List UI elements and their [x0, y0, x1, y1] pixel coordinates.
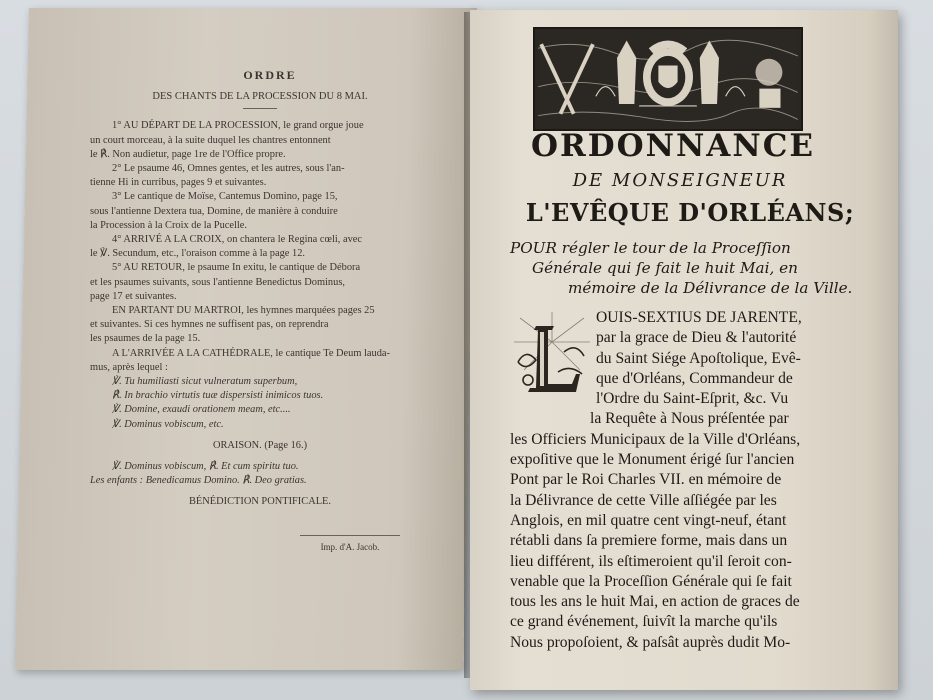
body-line: la Délivrance de cette Ville aſſiégée par les — [510, 491, 777, 509]
left-line: mus, après lequel : — [90, 361, 168, 373]
body-line: OUIS-SEXTIUS DE JARENTE, — [596, 309, 802, 326]
left-line: A L'ARRIVÉE A LA CATHÉDRALE, le cantique Te Deum lauda- — [112, 347, 390, 359]
ordonnance-title: ORDONNANCE — [530, 128, 815, 164]
left-line: le ℣. Secundum, etc., l'oraison comme à la page 12. — [90, 248, 305, 260]
purpose-line: mémoire de la Délivrance de la Ville. — [568, 279, 853, 297]
left-line: ℣. Tu humiliasti sicut vulneratum superbum, — [112, 376, 298, 388]
left-line: 5° AU RETOUR, le psaume In exitu, le cantique de Débora — [112, 262, 361, 274]
left-page-text — [90, 68, 430, 510]
bishop-coat-of-arms-vignette-icon — [533, 27, 803, 131]
body-line: l'Ordre du Saint-Eſprit, &c. Vu — [596, 390, 789, 408]
body-line: expoſitive que le Monument érigé ſur l'ancien — [510, 451, 795, 469]
left-line: le ℟. Non audietur, page 1re de l'Office propre. — [90, 148, 286, 160]
left-subtitle: DES CHANTS DE LA PROCESSION DU 8 MAI. — [152, 91, 368, 103]
left-line: page 17 et suivantes. — [90, 290, 177, 302]
body-line: lieu différent, ils eſtimeroient qu'il ſeroit con- — [510, 552, 792, 570]
left-line: 1° AU DÉPART DE LA PROCESSION, le grand orgue joue — [112, 120, 364, 132]
body-line: la Requête à Nous préſentée par — [590, 410, 789, 428]
left-line: un court morceau, à la suite duquel les chantres entonnent — [90, 134, 331, 146]
body-line: tous les ans le huit Mai, en action de graces de — [510, 593, 800, 611]
left-line: la Procession à la Croix de la Pucelle. — [90, 219, 247, 231]
body-line: Nous propoſoient, & paſsât auprès dudit Mo- — [510, 633, 791, 651]
left-line: 3° Le cantique de Moïse, Cantemus Domino, page 15, — [112, 191, 338, 203]
body-line: ce grand événement, ſuivît la marche qu'ils — [510, 613, 778, 631]
left-line: et les psaumes suivants, sous l'antienne Benedictus Dominus, — [90, 276, 345, 288]
left-title: ORDRE — [243, 68, 297, 82]
body-line: du Saint Siége Apoſtolique, Evê- — [596, 349, 801, 367]
left-line: sous l'antienne Dextera tua, Domine, de manière à conduire — [90, 205, 338, 217]
oraison-heading: ORAISON. (Page 16.) — [212, 439, 308, 451]
body-line: que d'Orléans, Commandeur de — [596, 369, 793, 387]
body-line: les Officiers Municipaux de la Ville d'Orléans, — [510, 430, 801, 448]
body-line: Anglois, en mil quatre cent vingt-neuf, étant — [510, 511, 787, 529]
page-edge-shade — [868, 10, 898, 690]
left-line: les psaumes de la page 15. — [90, 333, 201, 345]
body-line: par la grace de Dieu & l'autorité — [596, 329, 797, 347]
divider-rule — [243, 108, 277, 109]
ordonnance-body — [510, 308, 890, 653]
body-line: rétabli dans ſa premiere forme, mais dans un — [510, 532, 788, 550]
left-line: ℟. In brachio virtutis tuæ dispersisti inimicos tuos. — [112, 390, 324, 402]
left-line: ℣. Dominus vobiscum, ℟. Et cum spiritu tuo. — [112, 461, 299, 473]
ordonnance-subtitle: DE MONSEIGNEUR — [572, 170, 788, 191]
left-line: tienne Hi in curribus, pages 9 et suivantes. — [90, 177, 267, 189]
right-page — [470, 10, 898, 690]
ordonnance-purpose — [510, 238, 880, 298]
left-line: Les enfants : Benedicamus Domino. ℟. Deo gratias. — [90, 475, 307, 487]
left-line: ℣. Domine, exaudi orationem meam, etc.... — [112, 404, 291, 416]
ordonnance-heading: L'EVÊQUE D'ORLÉANS; — [525, 198, 855, 227]
purpose-line: Générale qui ſe fait le huit Mai, en — [532, 259, 798, 277]
body-line: Pont par le Roi Charles VII. en mémoire de — [510, 471, 782, 489]
benediction-line: BÉNÉDICTION PONTIFICALE. — [189, 496, 331, 508]
body-line: venable que la Proceſſion Générale qui ſe fait — [510, 572, 792, 590]
purpose-line: POUR régler le tour de la Proceſſion — [510, 239, 791, 257]
left-line: et suivantes. Si ces hymnes ne suffisent pas, on reprendra — [90, 319, 329, 331]
left-line: 2° Le psaume 46, Omnes gentes, et les autres, sous l'an- — [112, 163, 345, 175]
left-line: 4° ARRIVÉ A LA CROIX, on chantera le Regina cœli, avec — [112, 234, 363, 246]
left-line: EN PARTANT DU MARTROI, les hymnes marquées pages 25 — [112, 305, 375, 317]
printer-imprint: Imp. d'A. Jacob. — [300, 535, 400, 552]
left-line: ℣. Dominus vobiscum, etc. — [112, 418, 224, 430]
